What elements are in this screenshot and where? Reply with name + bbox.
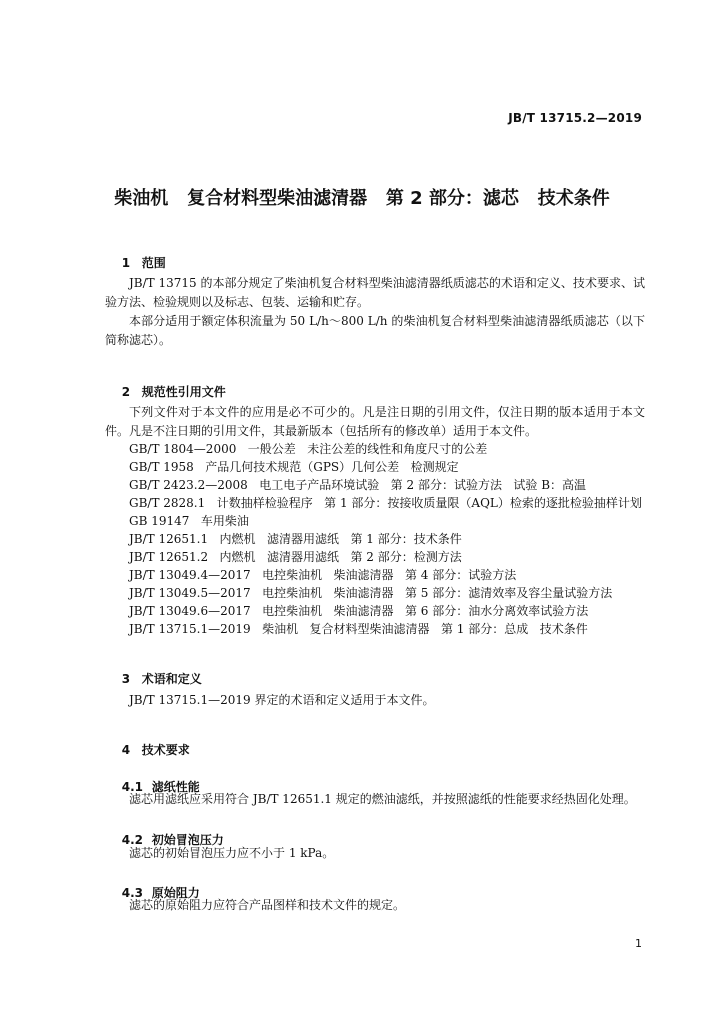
section-1-paragraph-2: 本部分适用于额定体积流量为 50 L/h～800 L/h 的柴油机复合材料型柴油滤清器纸质滤芯（以下简称滤芯）。 [105,314,645,347]
reference-item: JB/T 13049.4—2017 电控柴油机 柴油滤清器 第 4 部分：试验方法 [129,568,517,582]
reference-item: GB/T 1958 产品几何技术规范（GPS）几何公差 检测规定 [129,460,459,474]
subsection-number: 4.1 [121,780,143,794]
section-number: 3 [121,672,131,686]
section-number: 4 [121,743,131,757]
section-1-paragraph-1: JB/T 13715 的本部分规定了柴油机复合材料型柴油滤清器纸质滤芯的术语和定义、技术要求、试验方法、检验规则以及标志、包装、运输和贮存。 [105,276,645,309]
section-3-body: JB/T 13715.1—2019 界定的术语和定义适用于本文件。 [129,693,435,707]
page-number: 1 [635,937,642,950]
subsection-title: 原始阻力 [151,886,200,900]
reference-item: GB/T 1804—2000 一般公差 未注公差的线性和角度尺寸的公差 [129,442,488,456]
standard-code: JB/T 13715.2—2019 [508,111,642,125]
reference-item: JB/T 13049.5—2017 电控柴油机 柴油滤清器 第 5 部分：滤清效率及容尘量试验方法 [129,586,613,600]
subsection-number: 4.3 [121,886,143,900]
subsection-number: 4.2 [121,833,143,847]
section-number: 1 [121,256,131,270]
reference-list [129,440,642,638]
section-number: 2 [121,385,131,399]
reference-item: GB 19147 车用柴油 [129,514,249,528]
section-title: 术语和定义 [141,672,202,686]
subsection-4-3-body: 滤芯的原始阻力应符合产品图样和技术文件的规定。 [129,898,406,912]
reference-item: JB/T 12651.2 内燃机 滤清器用滤纸 第 2 部分：检测方法 [129,550,462,564]
reference-item: GB/T 2423.2—2008 电工电子产品环境试验 第 2 部分：试验方法 试验 B：高温 [129,478,587,492]
reference-item: GB/T 2828.1 计数抽样检验程序 第 1 部分：按接收质量限（AQL）检索的逐批检验抽样计划 [129,496,642,510]
subsection-4-2-body: 滤芯的初始冒泡压力应不小于 1 kPa。 [129,846,335,860]
section-title: 范围 [141,256,166,270]
section-title: 技术要求 [141,743,190,757]
section-title: 规范性引用文件 [141,385,226,399]
reference-item: JB/T 13715.1—2019 柴油机 复合材料型柴油滤清器 第 1 部分：总成 技术条件 [129,622,588,636]
subsection-title: 滤纸性能 [151,780,200,794]
subsection-title: 初始冒泡压力 [151,833,224,847]
subsection-4-1-body: 滤芯用滤纸应采用符合 JB/T 12651.1 规定的燃油滤纸，并按照滤纸的性能要求经热固化处理。 [129,792,636,806]
section-2-intro: 下列文件对于本文件的应用是必不可少的。凡是注日期的引用文件，仅注日期的版本适用于本文件。凡是不注日期的引用文件，其最新版本（包括所有的修改单）适用于本文件。 [105,405,645,438]
document-title: 柴油机 复合材料型柴油滤清器 第 2 部分：滤芯 技术条件 [114,188,610,209]
reference-item: JB/T 13049.6—2017 电控柴油机 柴油滤清器 第 6 部分：油水分离效率试验方法 [129,604,589,618]
reference-item: JB/T 12651.1 内燃机 滤清器用滤纸 第 1 部分：技术条件 [129,532,462,546]
